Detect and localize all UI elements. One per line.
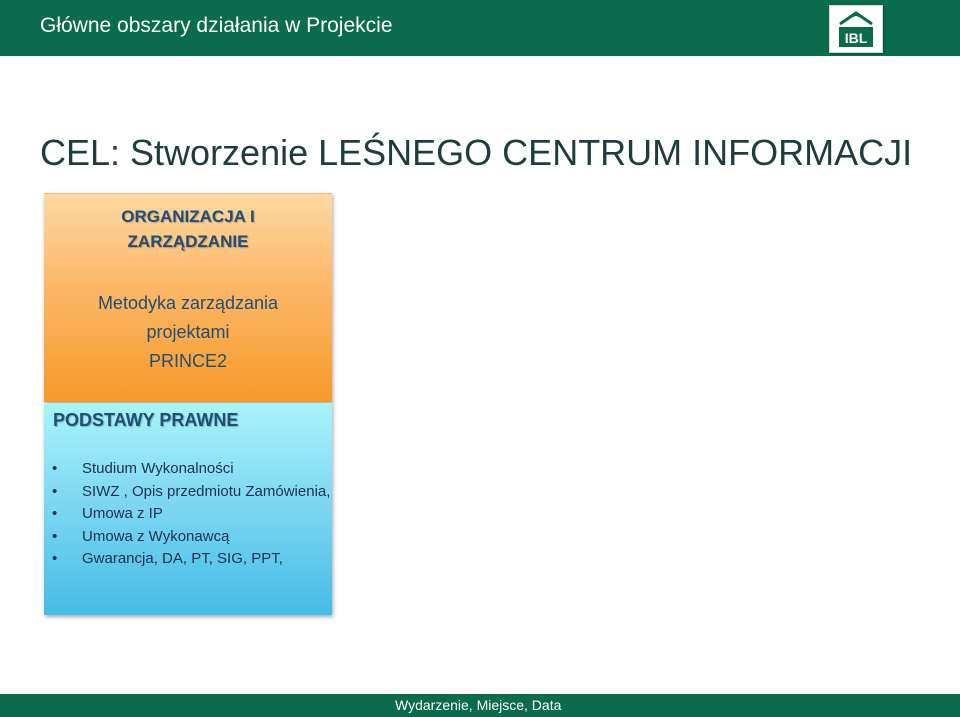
list-item-text: Umowa z Wykonawcą xyxy=(82,527,230,545)
bullet-icon: • xyxy=(52,460,58,477)
organization-heading-line1: ORGANIZACJA I xyxy=(121,207,255,226)
logo-text: IBL xyxy=(844,30,868,46)
organization-text-line1: Metodyka zarządzania xyxy=(97,293,279,313)
organization-heading xyxy=(44,204,332,254)
list-item xyxy=(44,526,332,549)
list-item xyxy=(44,503,332,526)
legal-basis-box xyxy=(44,403,332,615)
bullet-icon: • xyxy=(52,550,58,567)
list-item xyxy=(44,481,332,504)
legal-basis-list xyxy=(44,458,332,571)
footer-bar xyxy=(0,694,960,717)
organization-text xyxy=(44,289,332,376)
organization-text-line2: projektami xyxy=(146,322,230,342)
list-item xyxy=(44,548,332,571)
list-item-text: Gwarancja, DA, PT, SIG, PPT, xyxy=(82,550,283,567)
list-item-text: Studium Wykonalności xyxy=(82,460,234,477)
footer-text: Wydarzenie, Miejsce, Data xyxy=(395,697,562,713)
bullet-icon: • xyxy=(52,505,58,522)
legal-basis-heading: PODSTAWY PRAWNE xyxy=(53,410,239,430)
list-item-text: Umowa z IP xyxy=(82,505,163,522)
list-item-text: SIWZ , Opis przedmiotu Zamówienia, xyxy=(82,482,331,500)
list-item xyxy=(44,458,332,481)
bullet-icon: • xyxy=(52,527,58,545)
ibl-logo-icon xyxy=(829,5,883,53)
organization-text-line3: PRINCE2 xyxy=(148,351,228,371)
header-title: Główne obszary działania w Projekcie xyxy=(40,14,393,37)
organization-box xyxy=(44,193,332,402)
header-bar xyxy=(0,0,960,56)
bullet-icon: • xyxy=(52,482,58,500)
organization-heading-line2: ZARZĄDZANIE xyxy=(127,232,249,251)
page-title: CEL: Stworzenie LEŚNEGO CENTRUM INFORMACJI xyxy=(40,132,913,173)
